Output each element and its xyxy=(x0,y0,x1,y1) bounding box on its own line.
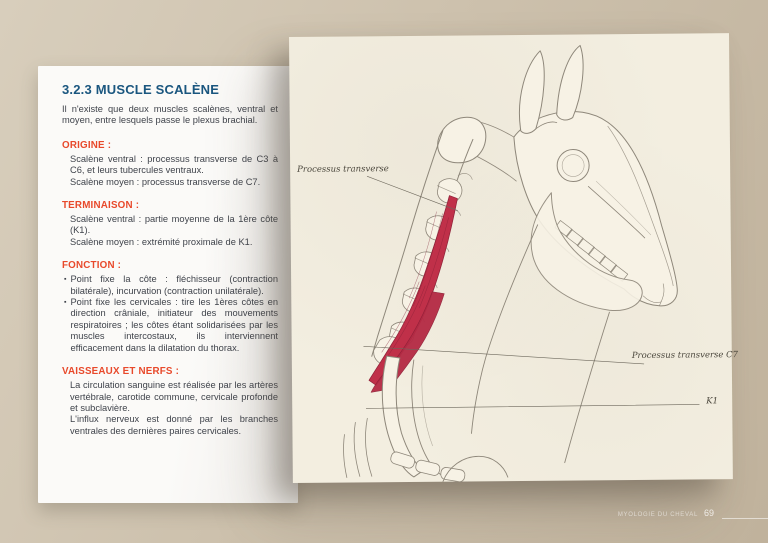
fonction-bullet-1 xyxy=(62,274,278,297)
origine-paragraph-1: Scalène ventral : processus transverse de C3 à C6, et leurs tubercules ventraux. xyxy=(70,153,278,176)
section-heading-fonction: FONCTION : xyxy=(62,260,122,272)
footer-rule xyxy=(722,518,768,519)
vaisseaux-paragraph-1: La circulation sanguine est réalisée par les artères vertébrale, carotide commune, cervicale profonde et subclavière. xyxy=(70,380,278,413)
footer-page-number: 69 xyxy=(703,508,714,518)
section-terminaison xyxy=(62,200,278,248)
section-heading-terminaison: TERMINAISON : xyxy=(62,200,140,212)
illustration-panel xyxy=(289,33,739,483)
section-vaisseaux xyxy=(62,366,278,437)
section-origine xyxy=(62,140,278,188)
section-heading-vaisseaux: VAISSEAUX ET NERFS : xyxy=(62,366,180,378)
page-title: 3.2.3 MUSCLE SCALÈNE xyxy=(62,82,220,97)
figure-label-processus-transverse-c7: Processus transverse C7 xyxy=(631,350,739,362)
origine-paragraph-2: Scalène moyen : processus transverse de C7. xyxy=(70,176,261,187)
terminaison-paragraph-1: Scalène ventral : partie moyenne de la 1ère côte (K1). xyxy=(70,214,278,236)
intro-paragraph: Il n'existe que deux muscles scalènes, ventral et moyen, entre lesquels passe le plexus brachial. xyxy=(62,104,278,126)
page-footer xyxy=(618,508,714,518)
terminaison-paragraph-2: Scalène moyen : extrémité proximale de K1. xyxy=(70,236,253,247)
fonction-bullet-1-text: Point fixe la côte : fléchisseur (contraction bilatérale), incurvation (contraction unilatérale). xyxy=(70,274,278,296)
text-panel xyxy=(38,66,298,503)
figure-label-k1: K1 xyxy=(706,396,719,407)
horse-skeleton-illustration xyxy=(289,33,739,483)
section-fonction xyxy=(62,260,278,354)
fonction-bullet-2 xyxy=(62,297,278,354)
bullet-icon: ▪ xyxy=(64,276,67,284)
footer-book-title: MYOLOGIE DU CHEVAL xyxy=(617,512,698,518)
fonction-bullet-2-text: Point fixe les cervicales : tire les 1ères côtes en direction crâniale, initiateur des mouvements respiratoires ; les côtes étant solidarisées par les muscles intercostaux, ils interviennent efficacement dans la dilatation du thorax. xyxy=(70,297,278,353)
figure-label-processus-transverse: Processus transverse xyxy=(297,164,389,175)
vaisseaux-paragraph-2: L'influx nerveux est donné par les branches ventrales des dernières paires cervicales. xyxy=(70,414,278,436)
section-heading-origine: ORIGINE : xyxy=(62,139,112,151)
bullet-icon: ▪ xyxy=(64,299,67,307)
